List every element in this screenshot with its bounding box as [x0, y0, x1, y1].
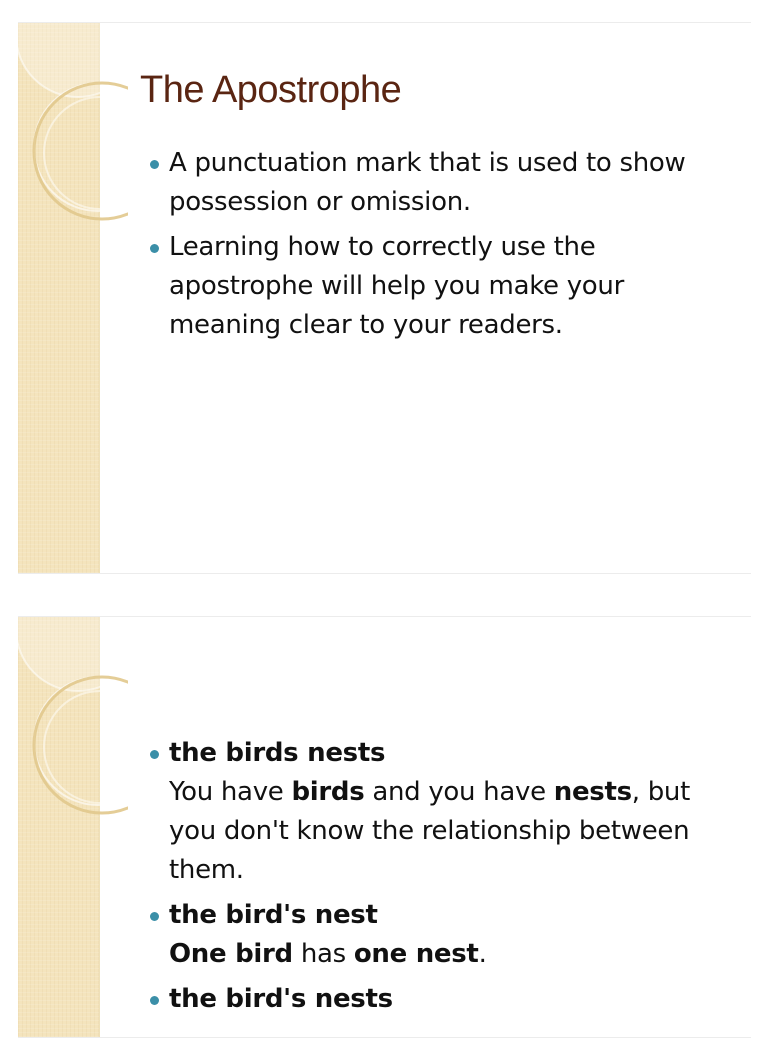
bullet-item	[150, 734, 733, 890]
bullet-dot-icon	[150, 912, 159, 921]
bullet-text: A punctuation mark that is used to show possession or omission.	[169, 148, 686, 217]
bullet-emphasis: one nest	[353, 939, 479, 969]
bullet-heading: the birds nests	[169, 738, 386, 768]
slide-title: The Apostrophe	[140, 69, 402, 111]
circle-ornament-icon	[18, 617, 128, 817]
bullet-dot-icon	[150, 160, 159, 169]
bullet-list	[150, 734, 733, 1025]
slide-1	[18, 22, 751, 574]
bullet-dot-icon	[150, 996, 159, 1005]
bullet-heading: the bird's nests	[169, 984, 393, 1014]
bullet-emphasis: One bird	[169, 939, 293, 969]
bullet-heading: the bird's nest	[169, 900, 378, 930]
bullet-emphasis: birds	[291, 777, 365, 807]
bullet-text: and you have	[364, 777, 554, 807]
bullet-text: Learning how to correctly use the apostrophe will help you make your meaning clear to your readers.	[169, 232, 624, 340]
bullet-dot-icon	[150, 750, 159, 759]
slide-2	[18, 616, 751, 1038]
sidebar-decoration	[18, 617, 100, 1037]
bullet-list	[150, 144, 733, 351]
bullet-dot-icon	[150, 244, 159, 253]
bullet-text: .	[478, 939, 487, 969]
bullet-text: You have	[169, 777, 292, 807]
bullet-text: has	[292, 939, 354, 969]
bullet-item	[150, 896, 733, 974]
sidebar-decoration	[18, 23, 100, 573]
bullet-item	[150, 228, 733, 345]
bullet-item	[150, 144, 733, 222]
bullet-text: , but you don't know the relationship between them.	[169, 777, 690, 885]
circle-ornament-icon	[18, 23, 128, 223]
bullet-emphasis: nests	[553, 777, 632, 807]
bullet-item	[150, 980, 733, 1019]
